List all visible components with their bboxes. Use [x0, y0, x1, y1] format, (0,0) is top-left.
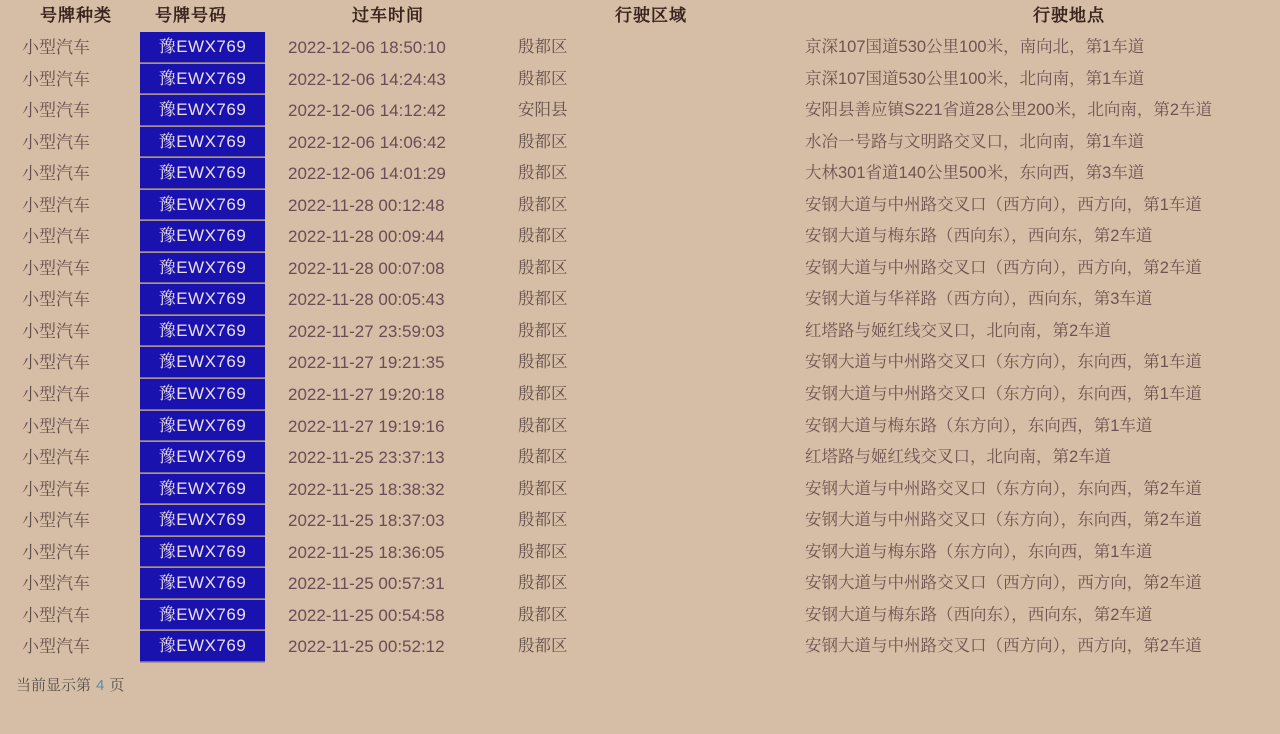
district-cell: 殷都区 — [518, 290, 568, 309]
location-cell: 安钢大道与中州路交叉口（西方向），西方向，第1车道 — [805, 195, 1202, 214]
plate-type-cell: 小型汽车 — [22, 511, 90, 531]
district-cell: 殷都区 — [518, 38, 568, 56]
pagination-status — [16, 676, 124, 696]
column-header-plate-number: 号牌号码 — [155, 6, 227, 25]
pass-time-cell: 2022-11-28 00:12:48 — [288, 195, 445, 215]
table-row — [0, 64, 1280, 96]
pass-time-cell: 2022-11-25 00:54:58 — [288, 605, 445, 625]
district-cell: 殷都区 — [518, 542, 568, 561]
district-cell: 殷都区 — [518, 416, 568, 435]
current-page-number: 4 — [96, 677, 105, 694]
plate-number-badge[interactable]: 豫EWX769 — [140, 379, 265, 409]
plate-number-badge[interactable]: 豫EWX769 — [140, 631, 265, 661]
location-cell: 安钢大道与中州路交叉口（东方向），东向西，第1车道 — [805, 385, 1202, 404]
table-row — [0, 347, 1280, 379]
district-cell: 殷都区 — [518, 448, 568, 467]
plate-number-badge[interactable]: 豫EWX769 — [140, 64, 265, 94]
district-cell: 殷都区 — [518, 132, 568, 151]
pass-time-cell: 2022-11-27 19:19:16 — [288, 416, 445, 436]
location-cell: 安钢大道与中州路交叉口（东方向），东向西，第2车道 — [805, 511, 1202, 530]
location-cell: 安钢大道与中州路交叉口（东方向），东向西，第1车道 — [805, 353, 1202, 372]
table-row — [0, 253, 1280, 285]
district-cell: 殷都区 — [518, 258, 568, 277]
pass-time-cell: 2022-12-06 14:06:42 — [288, 132, 446, 152]
plate-number-badge[interactable]: 豫EWX769 — [140, 158, 265, 188]
table-row — [0, 158, 1280, 190]
location-cell: 安阳县善应镇S221省道28公里200米，北向南，第2车道 — [805, 101, 1213, 120]
plate-type-cell: 小型汽车 — [22, 69, 90, 89]
pass-time-cell: 2022-11-28 00:09:44 — [288, 227, 445, 247]
plate-type-cell: 小型汽车 — [22, 542, 90, 562]
plate-type-cell: 小型汽车 — [22, 195, 90, 215]
table-row — [0, 32, 1280, 64]
table-row — [0, 505, 1280, 537]
district-cell: 殷都区 — [518, 637, 568, 656]
plate-type-cell: 小型汽车 — [22, 416, 90, 436]
pass-time-cell: 2022-11-27 23:59:03 — [288, 321, 445, 341]
location-cell: 大林301省道140公里500米，东向西，第3车道 — [805, 164, 1145, 183]
pass-time-cell: 2022-11-27 19:21:35 — [288, 353, 445, 373]
pass-time-cell: 2022-11-25 18:36:05 — [288, 542, 445, 562]
table-row — [0, 127, 1280, 159]
district-cell: 殷都区 — [518, 227, 568, 246]
location-cell: 安钢大道与梅东路（西向东），西向东，第2车道 — [805, 227, 1153, 246]
district-cell: 殷都区 — [518, 479, 568, 498]
location-cell: 京深107国道530公里100米，南向北，第1车道 — [805, 38, 1145, 56]
plate-type-cell: 小型汽车 — [22, 258, 90, 278]
table-row — [0, 379, 1280, 411]
location-cell: 水冶一号路与文明路交叉口，北向南，第1车道 — [805, 132, 1145, 151]
plate-type-cell: 小型汽车 — [22, 385, 90, 405]
pass-time-cell: 2022-12-06 14:24:43 — [288, 69, 446, 89]
district-cell: 殷都区 — [518, 574, 568, 593]
pass-time-cell: 2022-11-25 23:37:13 — [288, 448, 445, 468]
plate-number-badge[interactable]: 豫EWX769 — [140, 600, 265, 630]
plate-type-cell: 小型汽车 — [22, 101, 90, 121]
pass-time-cell: 2022-11-28 00:05:43 — [288, 290, 445, 310]
table-row — [0, 631, 1280, 663]
plate-number-badge[interactable]: 豫EWX769 — [140, 411, 265, 441]
district-cell: 殷都区 — [518, 164, 568, 183]
pagination-suffix: 页 — [109, 677, 125, 694]
plate-type-cell: 小型汽车 — [22, 164, 90, 184]
plate-type-cell: 小型汽车 — [22, 38, 90, 57]
district-cell: 殷都区 — [518, 195, 568, 214]
pass-time-cell: 2022-11-25 18:38:32 — [288, 479, 445, 499]
location-cell: 安钢大道与中州路交叉口（西方向），西方向，第2车道 — [805, 574, 1202, 593]
location-cell: 安钢大道与中州路交叉口（西方向），西方向，第2车道 — [805, 258, 1202, 277]
column-header-district: 行驶区域 — [615, 6, 687, 25]
table-row — [0, 442, 1280, 474]
location-cell: 安钢大道与梅东路（西向东），西向东，第2车道 — [805, 605, 1153, 624]
plate-number-badge[interactable]: 豫EWX769 — [140, 537, 265, 567]
location-cell: 红塔路与姬红线交叉口，北向南，第2车道 — [805, 448, 1112, 467]
location-cell: 安钢大道与梅东路（东方向），东向西，第1车道 — [805, 542, 1153, 561]
table-row — [0, 537, 1280, 569]
district-cell: 殷都区 — [518, 385, 568, 404]
plate-type-cell: 小型汽车 — [22, 353, 90, 373]
table-row — [0, 411, 1280, 443]
plate-number-badge[interactable]: 豫EWX769 — [140, 127, 265, 157]
plate-number-badge[interactable]: 豫EWX769 — [140, 474, 265, 504]
location-cell: 安钢大道与梅东路（东方向），东向西，第1车道 — [805, 416, 1153, 435]
district-cell: 殷都区 — [518, 511, 568, 530]
pass-time-cell: 2022-12-06 14:12:42 — [288, 101, 446, 121]
location-cell: 京深107国道530公里100米，北向南，第1车道 — [805, 69, 1145, 88]
district-cell: 殷都区 — [518, 69, 568, 88]
pass-time-cell: 2022-12-06 14:01:29 — [288, 164, 446, 184]
pass-time-cell: 2022-11-28 00:07:08 — [288, 258, 445, 278]
pass-time-cell: 2022-11-25 00:57:31 — [288, 574, 445, 594]
plate-type-cell: 小型汽车 — [22, 132, 90, 152]
plate-type-cell: 小型汽车 — [22, 448, 90, 468]
plate-number-badge[interactable]: 豫EWX769 — [140, 190, 265, 220]
plate-type-cell: 小型汽车 — [22, 637, 90, 657]
location-cell: 安钢大道与中州路交叉口（西方向），西方向，第2车道 — [805, 637, 1202, 656]
plate-number-badge[interactable]: 豫EWX769 — [140, 284, 265, 314]
column-header-plate-type: 号牌种类 — [40, 6, 112, 25]
table-row — [0, 600, 1280, 632]
plate-number-badge[interactable]: 豫EWX769 — [140, 442, 265, 472]
plate-number-badge[interactable]: 豫EWX769 — [140, 316, 265, 346]
district-cell: 殷都区 — [518, 605, 568, 624]
plate-number-badge[interactable]: 豫EWX769 — [140, 568, 265, 598]
plate-number-badge[interactable]: 豫EWX769 — [140, 95, 265, 125]
plate-type-cell: 小型汽车 — [22, 574, 90, 594]
location-cell: 安钢大道与华祥路（西方向），西向东，第3车道 — [805, 290, 1153, 309]
plate-type-cell: 小型汽车 — [22, 290, 90, 310]
plate-number-badge[interactable]: 豫EWX769 — [140, 32, 265, 62]
plate-number-badge[interactable]: 豫EWX769 — [140, 253, 265, 283]
plate-type-cell: 小型汽车 — [22, 605, 90, 625]
pass-time-cell: 2022-11-25 18:37:03 — [288, 511, 445, 531]
pass-time-cell: 2022-11-27 19:20:18 — [288, 385, 445, 405]
district-cell: 殷都区 — [518, 321, 568, 340]
district-cell: 安阳县 — [518, 101, 568, 120]
pass-time-cell: 2022-11-25 00:52:12 — [288, 637, 445, 657]
pass-time-cell: 2022-12-06 18:50:10 — [288, 38, 446, 57]
plate-type-cell: 小型汽车 — [22, 479, 90, 499]
pagination-prefix: 当前显示第 — [16, 677, 92, 694]
district-cell: 殷都区 — [518, 353, 568, 372]
column-header-pass-time: 过车时间 — [352, 6, 424, 25]
table-row — [0, 190, 1280, 222]
plate-number-badge[interactable]: 豫EWX769 — [140, 505, 265, 535]
column-header-location: 行驶地点 — [1033, 6, 1105, 25]
records-table-body — [0, 32, 1280, 663]
plate-number-badge[interactable]: 豫EWX769 — [140, 221, 265, 251]
table-row — [0, 95, 1280, 127]
plate-number-badge[interactable]: 豫EWX769 — [140, 347, 265, 377]
table-row — [0, 221, 1280, 253]
location-cell: 安钢大道与中州路交叉口（东方向），东向西，第2车道 — [805, 479, 1202, 498]
table-row — [0, 568, 1280, 600]
table-row — [0, 284, 1280, 316]
table-row — [0, 474, 1280, 506]
location-cell: 红塔路与姬红线交叉口，北向南，第2车道 — [805, 321, 1112, 340]
plate-type-cell: 小型汽车 — [22, 321, 90, 341]
table-row — [0, 316, 1280, 348]
plate-type-cell: 小型汽车 — [22, 227, 90, 247]
